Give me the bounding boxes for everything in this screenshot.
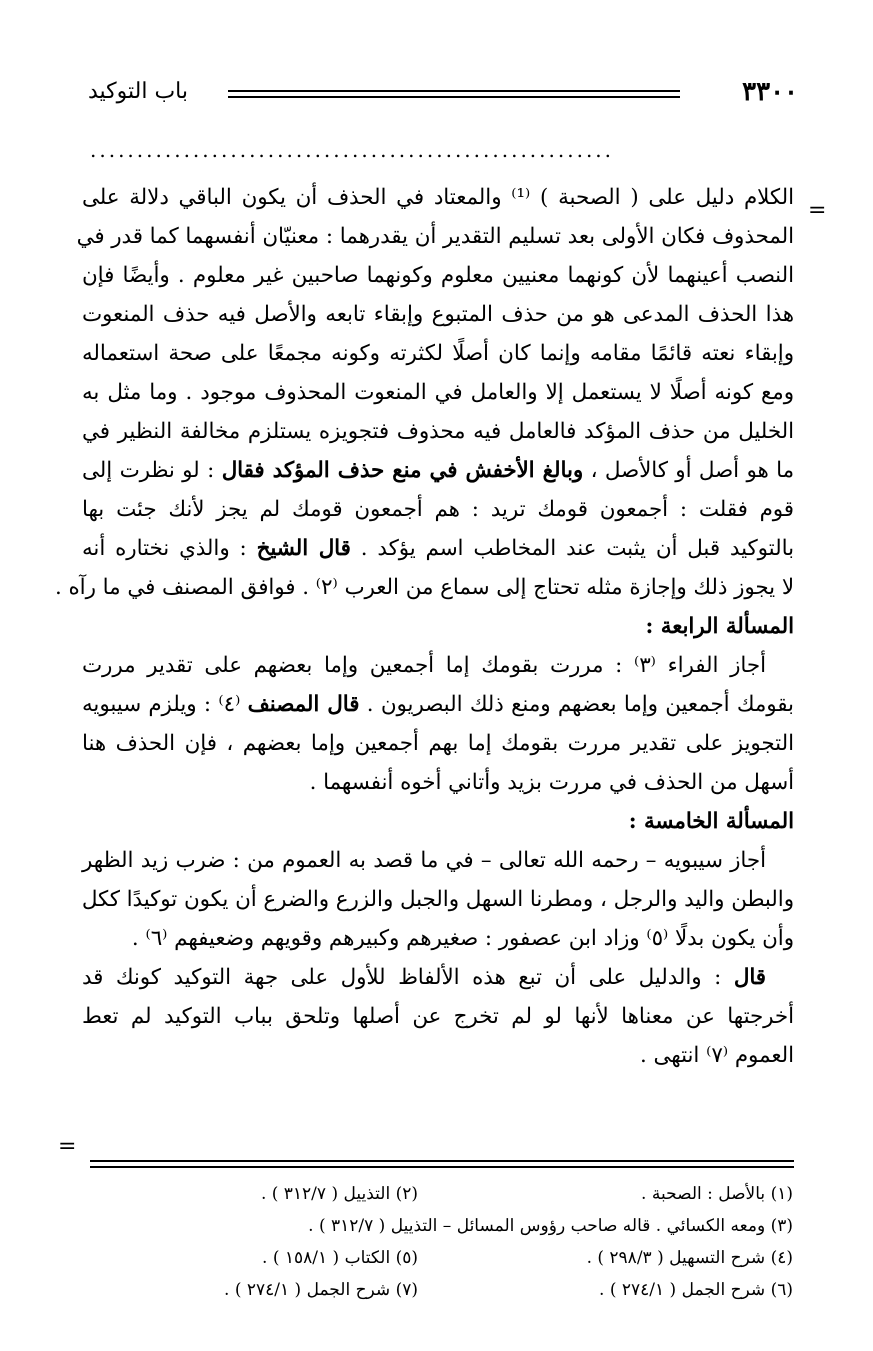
text-run: ⁽٤⁾ : ويلزم سيبويه: [82, 692, 248, 717]
text-run: وأن يكون بدلًا ⁽٥⁾ وزاد ابن عصفور : صغيرهم وكبيرهم وقويهم وضعيفهم ⁽٦⁾ .: [131, 926, 794, 951]
footnote: (٦) شرح الجمل ( ٢٧٤/١ ) .: [599, 1280, 793, 1300]
text-line: وإبقاء نعته قائمًا مقامه وإنما كان أصلًا لكثرته وكونه مجمعًا على صحة استعماله: [82, 341, 794, 366]
footnote: (٢) التذييل ( ٣١٢/٧ ) .: [260, 1184, 418, 1204]
text-line: [82, 1036, 794, 1075]
text-line: [82, 880, 794, 919]
text-line: المحذوف فكان الأولى بعد تسليم التقدير أن يقدرهما : معنيّان أنفسهما كما قدر في: [76, 224, 794, 249]
page-number: ٣٣٠٠: [742, 77, 798, 107]
footnote: (٥) الكتاب ( ١٥٨/١ ) .: [262, 1248, 418, 1268]
footnote: (١) بالأصل : الصحبة .: [641, 1184, 793, 1204]
text-run: بالتوكيد قبل أن يثبت عند المخاطب اسم يؤكد .: [350, 536, 794, 561]
text-run: التجويز على تقدير مررت بقومك إما بهم أجمعين وإما بعضهم ، فإن الحذف هنا: [82, 731, 794, 756]
text-line: [82, 724, 794, 763]
text-line: [82, 646, 794, 685]
text-run: لا يجوز ذلك وإجازة مثله تحتاج إلى سماع من العرب ⁽٢⁾ . فوافق المصنف في ما رآه .: [54, 575, 794, 600]
text-run: أسهل من الحذف في مررت بزيد وأتاني أخوه أنفسهما .: [309, 770, 794, 795]
text-run: : لو نظرت إلى: [82, 458, 222, 483]
text-line: النصب أعينهما لأن كونهما معنيين معلوم وكونهما صاحبين غير معلوم . وأيضًا فإن: [82, 263, 794, 288]
section-5-body: [82, 841, 794, 1075]
text-line: الكلام دليل على ( الصحبة ) ⁽¹⁾ والمعتاد في الحذف أن يكون الباقي دلالة على: [82, 185, 795, 210]
footnote-row: [150, 1274, 793, 1306]
text-line: [82, 919, 794, 958]
continuation-mark: =: [58, 1134, 77, 1159]
bold-phrase: وبالغ الأخفش في منع حذف المؤكد فقال: [221, 458, 584, 483]
section-heading-4: المسألة الرابعة :: [645, 614, 794, 639]
paragraph-2: [54, 451, 794, 607]
text-line: [82, 451, 794, 490]
footnote-row: [150, 1178, 793, 1210]
section-heading-5: المسألة الخامسة :: [628, 809, 794, 834]
section-4-body: [82, 646, 794, 802]
footnote: (٣) ومعه الكسائي . قاله صاحب رؤوس المسائل – التذييل ( ٣١٢/٧ ) .: [308, 1216, 793, 1236]
text-run: أخرجتها عن معناها لأنها لو لم تخرج عن أصلها وتلحق بباب التوكيد لم تعط: [82, 1004, 794, 1029]
text-line: الخليل من حذف المؤكد فالعامل فيه محذوف فتجويزه يستلزم مخالفة النظير في: [82, 419, 794, 444]
text-run: ما هو أصل أو كالأصل ،: [583, 458, 794, 483]
page-header: [88, 74, 798, 114]
text-line: [82, 997, 794, 1036]
text-line: [54, 568, 794, 607]
footnote-row: [150, 1210, 793, 1242]
text-line: [82, 490, 794, 529]
header-rule: [228, 90, 680, 98]
text-line: [82, 958, 794, 997]
text-line: ومع كونه أصلًا لا يستعمل إلا والعامل في المنعوت المحذوف موجود . وما مثل به: [82, 380, 794, 405]
dotted-separator: ........................................................: [90, 138, 615, 162]
text-run: : والدليل على أن تبع هذه الألفاظ للأول على جهة التوكيد كونك قد: [82, 965, 734, 990]
bold-phrase: قال: [733, 965, 766, 990]
bold-phrase: قال المصنف: [247, 692, 360, 717]
text-run: أجاز سيبويه – رحمه الله تعالى – في ما قصد به العموم من : ضرب زيد الظهر: [82, 848, 766, 873]
bold-phrase: قال الشيخ: [256, 536, 351, 561]
text-run: قوم فقلت : أجمعون قومك تريد : هم أجمعون قومك لم يجز لأنك جئت بها: [82, 497, 794, 522]
footnote-rule: [90, 1160, 794, 1168]
running-title: باب التوكيد: [88, 79, 189, 104]
text-line: [82, 529, 794, 568]
footnote: (٧) شرح الجمل ( ٢٧٤/١ ) .: [224, 1280, 418, 1300]
text-run: : والذي نختاره أنه: [82, 536, 257, 561]
continuation-mark: =: [808, 198, 827, 223]
text-run: والبطن واليد والرجل ، ومطرنا السهل والجبل والزرع والضرع أن يكون توكيدًا ككل: [81, 887, 794, 912]
text-line: هذا الحذف المدعى هو من حذف المتبوع وإبقاء تابعه والأصل فيه حذف المنعوت: [82, 302, 794, 327]
paragraph-1: [76, 178, 795, 451]
text-run: بقومك أجمعين وإما بعضهم ومنع ذلك البصريون .: [359, 692, 794, 717]
text-line: [82, 841, 794, 880]
text-run: العموم ⁽٧⁾ انتهى .: [639, 1043, 794, 1068]
footnote: (٤) شرح التسهيل ( ٢٩٨/٣ ) .: [586, 1248, 793, 1268]
text-run: أجاز الفراء ⁽٣⁾ : مررت بقومك إما أجمعين وإما بعضهم على تقدير مررت: [82, 653, 766, 678]
text-line: [82, 685, 794, 724]
main-text: [54, 178, 795, 1075]
footnote-row: [150, 1242, 793, 1274]
text-line: [82, 763, 794, 802]
footnotes: [150, 1178, 793, 1306]
